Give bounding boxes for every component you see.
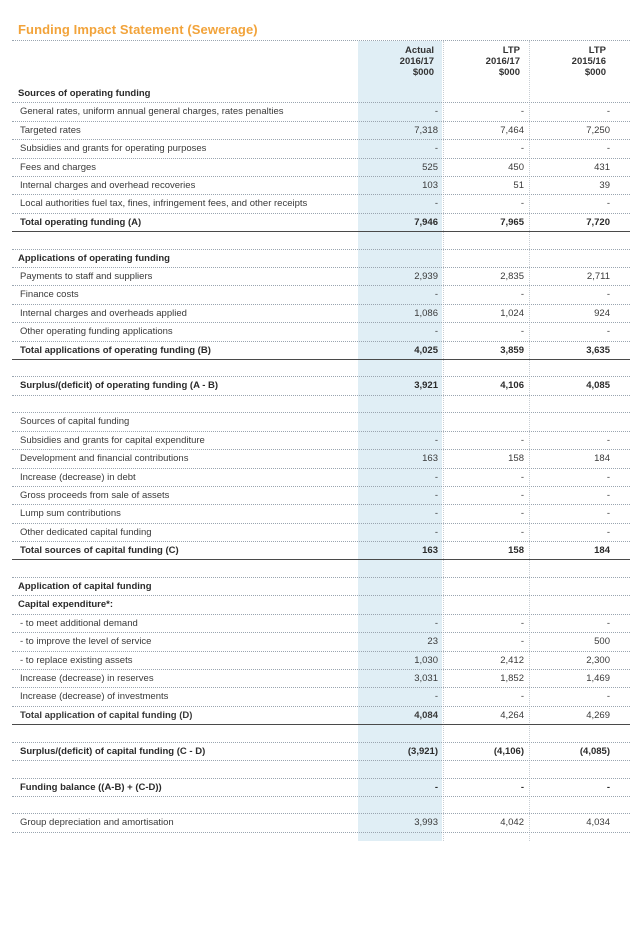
value-ltp-2016-17: 7,464 <box>500 124 524 136</box>
row-label: - to improve the level of service <box>20 636 152 648</box>
table-row <box>12 140 630 158</box>
section-heading-row <box>12 578 630 596</box>
value-ltp-2015-16: - <box>606 617 610 629</box>
row-label: Total applications of operating funding (B) <box>20 344 211 356</box>
value-ltp-2016-17: 158 <box>508 453 524 465</box>
value-ltp-2015-16: - <box>606 471 610 483</box>
value-ltp-2016-17: - <box>520 691 524 703</box>
table-row <box>12 305 630 323</box>
table-row <box>12 195 630 213</box>
row-label: - to meet additional demand <box>20 617 138 629</box>
value-ltp-2016-17: 2,412 <box>500 654 524 666</box>
row-label: Internal charges and overhead recoveries <box>20 179 196 191</box>
value-actual-2016-17: 3,993 <box>414 817 438 829</box>
value-ltp-2016-17: 3,859 <box>500 344 524 356</box>
spacer-row <box>12 396 630 414</box>
row-label: Fees and charges <box>20 161 97 173</box>
value-ltp-2015-16: 7,250 <box>586 124 610 136</box>
value-ltp-2016-17: 1,852 <box>500 672 524 684</box>
value-actual-2016-17: - <box>434 471 438 483</box>
table-row <box>12 122 630 140</box>
value-ltp-2016-17: - <box>520 106 524 118</box>
value-actual-2016-17: - <box>434 106 438 118</box>
value-ltp-2015-16: 2,300 <box>586 654 610 666</box>
value-ltp-2016-17: 7,965 <box>500 216 524 228</box>
value-actual-2016-17: - <box>434 508 438 520</box>
table-row <box>12 524 630 542</box>
row-label: Increase (decrease) in debt <box>20 471 136 483</box>
row-label: Subsidies and grants for capital expenditure <box>20 434 205 446</box>
value-ltp-2015-16: 2,711 <box>586 271 610 283</box>
value-ltp-2015-16: - <box>606 143 610 155</box>
total-row <box>12 542 630 560</box>
value-ltp-2015-16: - <box>606 781 610 793</box>
value-actual-2016-17: 163 <box>422 545 438 557</box>
row-label: Other dedicated capital funding <box>20 526 152 538</box>
value-ltp-2016-17: 4,106 <box>500 380 524 392</box>
row-label: Increase (decrease) in reserves <box>20 672 154 684</box>
value-ltp-2016-17: 4,042 <box>500 817 524 829</box>
value-actual-2016-17: - <box>434 489 438 501</box>
value-actual-2016-17: - <box>434 691 438 703</box>
value-ltp-2016-17: - <box>520 143 524 155</box>
table-row <box>12 286 630 304</box>
value-ltp-2016-17: 158 <box>508 545 524 557</box>
value-actual-2016-17: 4,084 <box>414 709 438 721</box>
value-ltp-2015-16: - <box>606 508 610 520</box>
total-row <box>12 214 630 232</box>
surplus-row <box>12 779 630 797</box>
value-actual-2016-17: 4,025 <box>414 344 438 356</box>
row-label: Capital expenditure*: <box>18 599 114 611</box>
value-actual-2016-17: 1,086 <box>414 307 438 319</box>
spacer-row <box>12 725 630 743</box>
value-actual-2016-17: - <box>434 326 438 338</box>
value-ltp-2015-16: - <box>606 526 610 538</box>
value-ltp-2015-16: - <box>606 434 610 446</box>
value-actual-2016-17: 2,939 <box>414 271 438 283</box>
table-row <box>12 413 630 431</box>
column-header-ltp-2016-17: LTP 2016/17 $000 <box>485 45 520 78</box>
spacer-row <box>12 360 630 378</box>
title-divider <box>12 40 630 41</box>
row-label: Finance costs <box>20 289 79 301</box>
table-row <box>12 469 630 487</box>
value-actual-2016-17: - <box>434 198 438 210</box>
value-ltp-2016-17: - <box>520 326 524 338</box>
table-row <box>12 814 630 832</box>
value-actual-2016-17: 1,030 <box>414 654 438 666</box>
value-ltp-2016-17: 1,024 <box>500 307 524 319</box>
value-ltp-2015-16: 3,635 <box>586 344 610 356</box>
value-ltp-2015-16: - <box>606 326 610 338</box>
row-label: General rates, uniform annual general charges, rates penalties <box>20 106 284 118</box>
value-ltp-2016-17: 2,835 <box>500 271 524 283</box>
table-row <box>12 633 630 651</box>
value-actual-2016-17: 7,946 <box>414 216 438 228</box>
value-ltp-2016-17: - <box>520 198 524 210</box>
value-ltp-2015-16: 4,269 <box>586 709 610 721</box>
value-actual-2016-17: - <box>434 289 438 301</box>
row-label: Sources of operating funding <box>18 88 151 99</box>
column-header-actual-2016-17: Actual 2016/17 $000 <box>399 45 434 78</box>
table-row <box>12 450 630 468</box>
value-actual-2016-17: 525 <box>422 161 438 173</box>
value-actual-2016-17: - <box>434 781 438 793</box>
table-row <box>12 505 630 523</box>
row-label: Total sources of capital funding (C) <box>20 545 179 557</box>
value-actual-2016-17: 7,318 <box>414 124 438 136</box>
row-label: Total application of capital funding (D) <box>20 709 193 721</box>
section-heading-row <box>12 85 630 103</box>
row-label: Total operating funding (A) <box>20 216 142 228</box>
value-ltp-2015-16: 500 <box>594 636 610 648</box>
value-ltp-2016-17: - <box>520 636 524 648</box>
table-row <box>12 432 630 450</box>
value-ltp-2016-17: - <box>520 489 524 501</box>
row-label: Internal charges and overheads applied <box>20 307 187 319</box>
value-actual-2016-17: 23 <box>427 636 438 648</box>
value-actual-2016-17: 163 <box>422 453 438 465</box>
row-label: Other operating funding applications <box>20 326 173 338</box>
spacer-row <box>12 797 630 815</box>
value-ltp-2015-16: 4,034 <box>586 817 610 829</box>
table-row <box>12 652 630 670</box>
row-label: Group depreciation and amortisation <box>20 817 174 829</box>
row-label: Local authorities fuel tax, fines, infringement fees, and other receipts <box>20 198 308 210</box>
value-actual-2016-17: 3,921 <box>414 380 438 392</box>
value-ltp-2015-16: - <box>606 198 610 210</box>
value-ltp-2015-16: 4,085 <box>586 380 610 392</box>
value-actual-2016-17: (3,921) <box>407 745 438 757</box>
value-ltp-2016-17: 51 <box>513 179 524 191</box>
value-ltp-2016-17: - <box>520 526 524 538</box>
row-label: Gross proceeds from sale of assets <box>20 489 170 501</box>
value-actual-2016-17: - <box>434 526 438 538</box>
funding-table <box>12 85 630 833</box>
row-label: Funding balance ((A-B) + (C-D)) <box>20 781 162 793</box>
value-ltp-2015-16: 924 <box>594 307 610 319</box>
value-actual-2016-17: 3,031 <box>414 672 438 684</box>
value-actual-2016-17: - <box>434 143 438 155</box>
spacer-row <box>12 560 630 578</box>
value-ltp-2016-17: - <box>520 434 524 446</box>
value-ltp-2016-17: (4,106) <box>493 745 524 757</box>
table-row <box>12 487 630 505</box>
row-label: Sources of capital funding <box>20 416 130 428</box>
page-title: Funding Impact Statement (Sewerage) <box>18 22 258 37</box>
value-ltp-2015-16: 184 <box>594 453 610 465</box>
value-ltp-2015-16: - <box>606 106 610 118</box>
value-ltp-2015-16: 431 <box>594 161 610 173</box>
row-label: Applications of operating funding <box>18 252 170 264</box>
value-ltp-2016-17: - <box>520 508 524 520</box>
table-row <box>12 103 630 121</box>
value-ltp-2016-17: 450 <box>508 161 524 173</box>
section-heading-row <box>12 596 630 614</box>
table-row <box>12 268 630 286</box>
value-ltp-2015-16: 184 <box>594 545 610 557</box>
value-ltp-2015-16: 39 <box>599 179 610 191</box>
table-row <box>12 159 630 177</box>
row-label: Application of capital funding <box>18 580 152 592</box>
total-row <box>12 707 630 725</box>
value-ltp-2015-16: - <box>606 691 610 703</box>
value-actual-2016-17: - <box>434 617 438 629</box>
value-ltp-2015-16: (4,085) <box>579 745 610 757</box>
row-label: Subsidies and grants for operating purposes <box>20 143 207 155</box>
total-row <box>12 342 630 360</box>
row-label: Targeted rates <box>20 124 81 136</box>
column-header-ltp-2015-16: LTP 2015/16 $000 <box>571 45 606 78</box>
table-row <box>12 670 630 688</box>
table-row <box>12 615 630 633</box>
surplus-row <box>12 377 630 395</box>
value-ltp-2015-16: - <box>606 489 610 501</box>
surplus-row <box>12 743 630 761</box>
value-ltp-2015-16: - <box>606 289 610 301</box>
spacer-row <box>12 761 630 779</box>
row-label: Increase (decrease) of investments <box>20 691 169 703</box>
table-row <box>12 688 630 706</box>
value-actual-2016-17: - <box>434 434 438 446</box>
value-actual-2016-17: 103 <box>422 179 438 191</box>
table-row <box>12 177 630 195</box>
section-heading-row <box>12 250 630 268</box>
row-label: Surplus/(deficit) of capital funding (C - D) <box>20 745 206 757</box>
spacer-row <box>12 232 630 250</box>
value-ltp-2016-17: - <box>520 471 524 483</box>
value-ltp-2016-17: - <box>520 617 524 629</box>
row-label: Lump sum contributions <box>20 508 121 520</box>
row-label: Payments to staff and suppliers <box>20 271 153 283</box>
value-ltp-2016-17: - <box>520 289 524 301</box>
row-label: Surplus/(deficit) of operating funding (A - B) <box>20 380 219 392</box>
row-label: Development and financial contributions <box>20 453 189 465</box>
value-ltp-2016-17: - <box>520 781 524 793</box>
value-ltp-2015-16: 1,469 <box>586 672 610 684</box>
value-ltp-2015-16: 7,720 <box>586 216 610 228</box>
row-label: - to replace existing assets <box>20 654 133 666</box>
value-ltp-2016-17: 4,264 <box>500 709 524 721</box>
table-row <box>12 323 630 341</box>
